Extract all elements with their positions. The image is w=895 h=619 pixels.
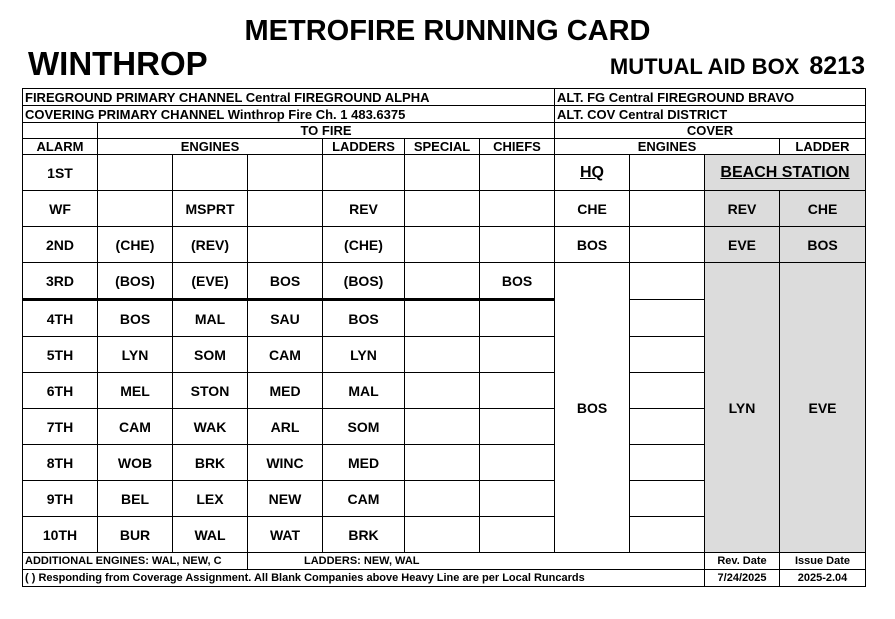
- alarm-label: 5TH: [23, 337, 98, 373]
- engine-1: (CHE): [98, 227, 173, 263]
- cover-engine-blank: [630, 337, 705, 373]
- to-fire-heading: TO FIRE: [98, 123, 555, 139]
- engine-3: WINC: [248, 445, 323, 481]
- issue-date-label: Issue Date: [780, 553, 866, 570]
- cover-heading: COVER: [555, 123, 866, 139]
- engine-1: [98, 155, 173, 191]
- alarm-label: 9TH: [23, 481, 98, 517]
- engine-2: LEX: [173, 481, 248, 517]
- ladders-cell: MAL: [323, 373, 405, 409]
- engine-1: WOB: [98, 445, 173, 481]
- special-cell: [405, 445, 480, 481]
- additional-engines: ADDITIONAL ENGINES: WAL, NEW, C: [23, 553, 248, 570]
- ladders-cell: (BOS): [323, 263, 405, 300]
- engine-2: [173, 155, 248, 191]
- ladders-cell: MED: [323, 445, 405, 481]
- chiefs-cell: [480, 409, 555, 445]
- alarm-row-1st: [23, 155, 866, 191]
- cover-ladder-2: BOS: [780, 227, 866, 263]
- alt-fireground-channel: ALT. FG Central FIREGROUND BRAVO: [555, 89, 866, 106]
- engine-2: BRK: [173, 445, 248, 481]
- alarm-label: 10TH: [23, 517, 98, 553]
- special-cell: [405, 263, 480, 300]
- special-cell: [405, 409, 480, 445]
- engine-2: (EVE): [173, 263, 248, 300]
- chiefs-cell: [480, 481, 555, 517]
- ladders-heading: LADDERS: [323, 139, 405, 155]
- ladders-cell: BOS: [323, 300, 405, 337]
- cover-engine-lower: BOS: [555, 263, 630, 553]
- chiefs-heading: CHIEFS: [480, 139, 555, 155]
- engines-heading: ENGINES: [98, 139, 323, 155]
- engine-3: MED: [248, 373, 323, 409]
- chiefs-cell: [480, 337, 555, 373]
- engine-3: SAU: [248, 300, 323, 337]
- cover-hq: HQ: [555, 155, 630, 191]
- engine-1: BUR: [98, 517, 173, 553]
- coverage-note: ( ) Responding from Coverage Assignment. All Blank Companies above Heavy Line are per Local Runcards: [23, 570, 705, 587]
- engine-2: WAK: [173, 409, 248, 445]
- engine-3: BOS: [248, 263, 323, 300]
- engine-1: [98, 191, 173, 227]
- engine-2: MSPRT: [173, 191, 248, 227]
- cover-engine-blank: [630, 373, 705, 409]
- chiefs-cell: [480, 517, 555, 553]
- chiefs-cell: [480, 155, 555, 191]
- engine-1: BOS: [98, 300, 173, 337]
- special-cell: [405, 517, 480, 553]
- engine-1: MEL: [98, 373, 173, 409]
- cover-ladder-1: REV: [705, 191, 780, 227]
- engine-1: BEL: [98, 481, 173, 517]
- cover-beach-station: BEACH STATION: [705, 155, 866, 191]
- ladders-cell: LYN: [323, 337, 405, 373]
- special-cell: [405, 191, 480, 227]
- alarm-row-3rd: [23, 263, 866, 300]
- cover-ladder-lower-1: LYN: [705, 263, 780, 553]
- engine-3: [248, 227, 323, 263]
- rev-date: 7/24/2025: [705, 570, 780, 587]
- cover-engine-blank: [630, 155, 705, 191]
- town-name: WINTHROP: [28, 45, 208, 82]
- cover-engine-blank: [630, 517, 705, 553]
- blank-heading: [23, 123, 98, 139]
- special-heading: SPECIAL: [405, 139, 480, 155]
- engine-2: STON: [173, 373, 248, 409]
- alarm-row-2nd: [23, 227, 866, 263]
- special-cell: [405, 337, 480, 373]
- engine-3: ARL: [248, 409, 323, 445]
- cover-ladder-2: CHE: [780, 191, 866, 227]
- additional-ladders: LADDERS: NEW, WAL: [248, 553, 705, 570]
- alarm-label: 6TH: [23, 373, 98, 409]
- cover-engine-blank: [630, 300, 705, 337]
- alt-covering-channel: ALT. COV Central DISTRICT: [555, 106, 866, 123]
- mutual-aid-label: MUTUAL AID BOX: [609, 54, 800, 79]
- cover-engine-blank: [630, 263, 705, 300]
- alarm-label: 8TH: [23, 445, 98, 481]
- engine-3: NEW: [248, 481, 323, 517]
- cover-engine-blank: [630, 481, 705, 517]
- issue-date: 2025-2.04: [780, 570, 866, 587]
- alarm-label: 2ND: [23, 227, 98, 263]
- chiefs-cell: [480, 373, 555, 409]
- cover-engine-blank: [630, 409, 705, 445]
- cover-engine: CHE: [555, 191, 630, 227]
- engine-1: CAM: [98, 409, 173, 445]
- special-cell: [405, 373, 480, 409]
- ladders-cell: (CHE): [323, 227, 405, 263]
- cover-engines-heading: ENGINES: [555, 139, 780, 155]
- alarm-label: 4TH: [23, 300, 98, 337]
- special-cell: [405, 481, 480, 517]
- engine-1: LYN: [98, 337, 173, 373]
- alarm-label: 7TH: [23, 409, 98, 445]
- alarm-heading: ALARM: [23, 139, 98, 155]
- ladders-cell: [323, 155, 405, 191]
- cover-ladder-heading: LADDER: [780, 139, 866, 155]
- special-cell: [405, 155, 480, 191]
- special-cell: [405, 300, 480, 337]
- chiefs-cell: [480, 227, 555, 263]
- cover-engine: BOS: [555, 227, 630, 263]
- mutual-aid-box: [610, 52, 865, 81]
- ladders-cell: BRK: [323, 517, 405, 553]
- alarm-label: WF: [23, 191, 98, 227]
- special-cell: [405, 227, 480, 263]
- engine-2: WAL: [173, 517, 248, 553]
- ladders-cell: REV: [323, 191, 405, 227]
- alarm-row-wf: [23, 191, 866, 227]
- fireground-primary-channel: FIREGROUND PRIMARY CHANNEL Central FIREGROUND ALPHA: [23, 89, 555, 106]
- engine-3: WAT: [248, 517, 323, 553]
- covering-primary-channel: COVERING PRIMARY CHANNEL Winthrop Fire Ch. 1 483.6375: [23, 106, 555, 123]
- cover-engine-blank: [630, 445, 705, 481]
- engine-1: (BOS): [98, 263, 173, 300]
- rev-date-label: Rev. Date: [705, 553, 780, 570]
- chiefs-cell: [480, 445, 555, 481]
- engine-2: SOM: [173, 337, 248, 373]
- engine-2: (REV): [173, 227, 248, 263]
- cover-ladder-1: EVE: [705, 227, 780, 263]
- ladders-cell: CAM: [323, 481, 405, 517]
- ladders-cell: SOM: [323, 409, 405, 445]
- card-title: METROFIRE RUNNING CARD: [244, 15, 651, 47]
- engine-3: [248, 191, 323, 227]
- engine-2: MAL: [173, 300, 248, 337]
- cover-engine-blank: [630, 227, 705, 263]
- running-card-table: [22, 88, 866, 587]
- engine-3: [248, 155, 323, 191]
- engine-3: CAM: [248, 337, 323, 373]
- cover-ladder-lower-2: EVE: [780, 263, 866, 553]
- chiefs-cell: [480, 300, 555, 337]
- alarm-label: 3RD: [23, 263, 98, 300]
- chiefs-cell: BOS: [480, 263, 555, 300]
- cover-engine-blank: [630, 191, 705, 227]
- box-number: 8213: [809, 52, 865, 80]
- alarm-label: 1ST: [23, 155, 98, 191]
- chiefs-cell: [480, 191, 555, 227]
